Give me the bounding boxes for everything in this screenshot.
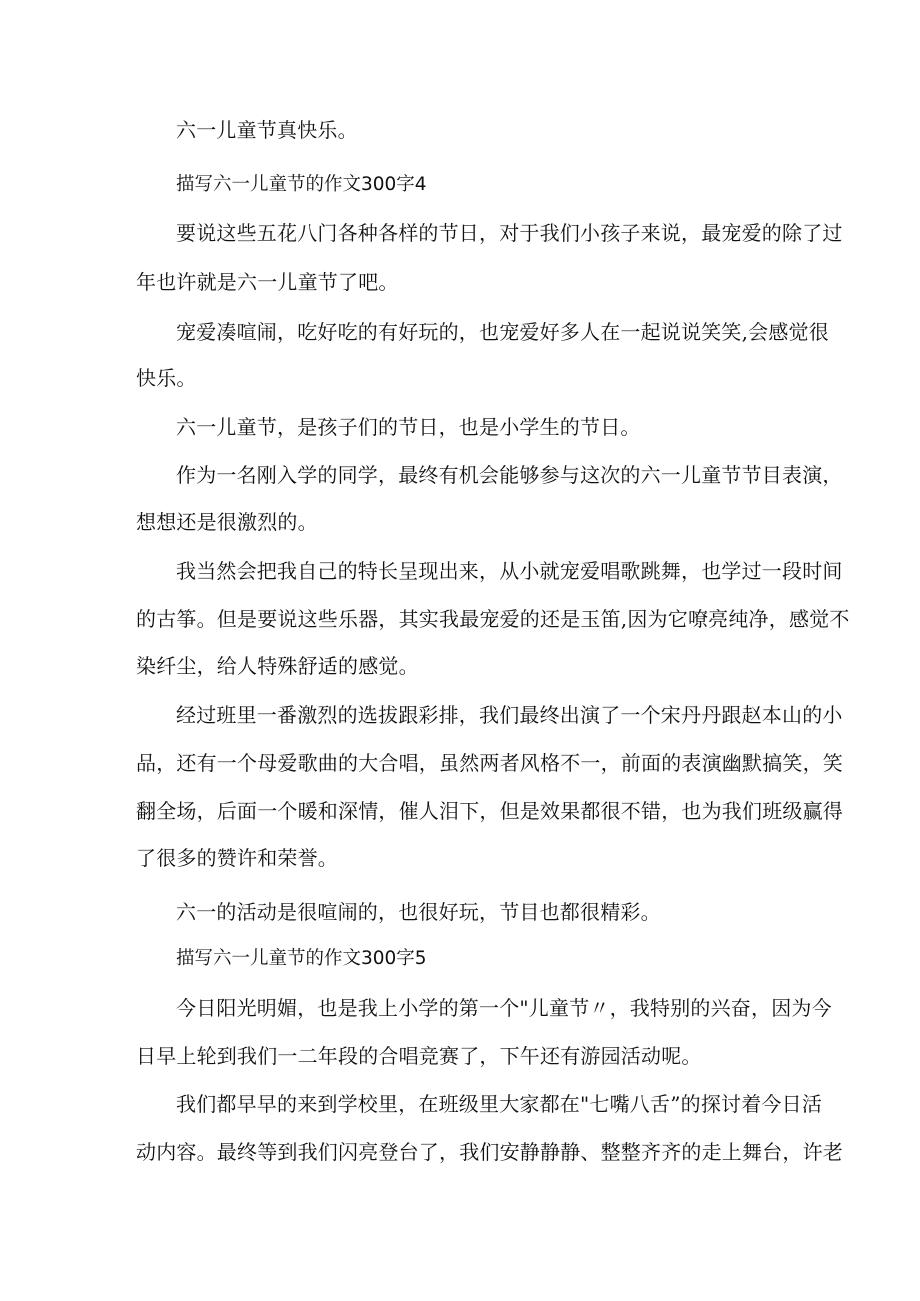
section-heading-4: 描写六一儿童节的作文300字4 — [176, 174, 427, 195]
paragraph-line: 六一的活动是很喧闹的，也很好玩，节目也都很精彩。 — [176, 900, 661, 924]
paragraph-line: 翻全场，后面一个暖和深情，催人泪下，但是效果都很不错，也为我们班级赢得 — [136, 799, 843, 823]
paragraph-line: 我们都早早的来到学校里，在班级里大家都在"七嘴八舌”的探讨着今日活 — [176, 1092, 823, 1116]
paragraph-line: 了很多的赞许和荣誉。 — [136, 846, 338, 870]
paragraph-line: 年也许就是六一儿童节了吧。 — [136, 270, 399, 294]
paragraph-line: 快乐。 — [136, 366, 197, 390]
paragraph-line: 我当然会把我自己的特长呈现出来，从小就宠爱唱歌跳舞，也学过一段时间 — [176, 559, 843, 583]
paragraph-closing-line: 六一儿童节真快乐。 — [176, 118, 358, 142]
paragraph-line: 动内容。最终等到我们闪亮登台了，我们安静静静、整整齐齐的走上舞台，许老 — [136, 1140, 843, 1164]
paragraph-line: 品，还有一个母爱歌曲的大合唱，虽然两者风格不一，前面的表演幽默搞笑，笑 — [136, 751, 843, 775]
paragraph-line: 今日阳光明媚，也是我上小学的第一个"儿童节〃，我特别的兴奋，因为今 — [176, 996, 832, 1020]
paragraph-line: 染纤尘，给人特殊舒适的感觉。 — [136, 654, 419, 678]
paragraph-line: 宠爱凑喧闹，吃好吃的有好玩的，也宠爱好多人在一起说说笑笑,会感觉很 — [176, 320, 829, 344]
paragraph-line: 的古筝。但是要说这些乐器，其实我最宠爱的还是玉笛,因为它嘹亮纯净，感觉不 — [136, 607, 850, 631]
paragraph-line: 要说这些五花八门各种各样的节日，对于我们小孩子来说，最宠爱的除了过 — [176, 221, 843, 245]
paragraph-line: 作为一名刚入学的同学，最终有机会能够参与这次的六一儿童节节目表演， — [176, 463, 843, 487]
paragraph-line: 想想还是很激烈的。 — [136, 510, 318, 534]
paragraph-line: 经过班里一番激烈的选拔跟彩排，我们最终出演了一个宋丹丹跟赵本山的小 — [176, 703, 843, 727]
section-heading-5: 描写六一儿童节的作文300字5 — [176, 948, 427, 969]
paragraph-line: 日早上轮到我们一二年段的合唱竞赛了，下午还有游园活动呢。 — [136, 1044, 702, 1068]
paragraph-line: 六一儿童节，是孩子们的节日，也是小学生的节日。 — [176, 415, 641, 439]
